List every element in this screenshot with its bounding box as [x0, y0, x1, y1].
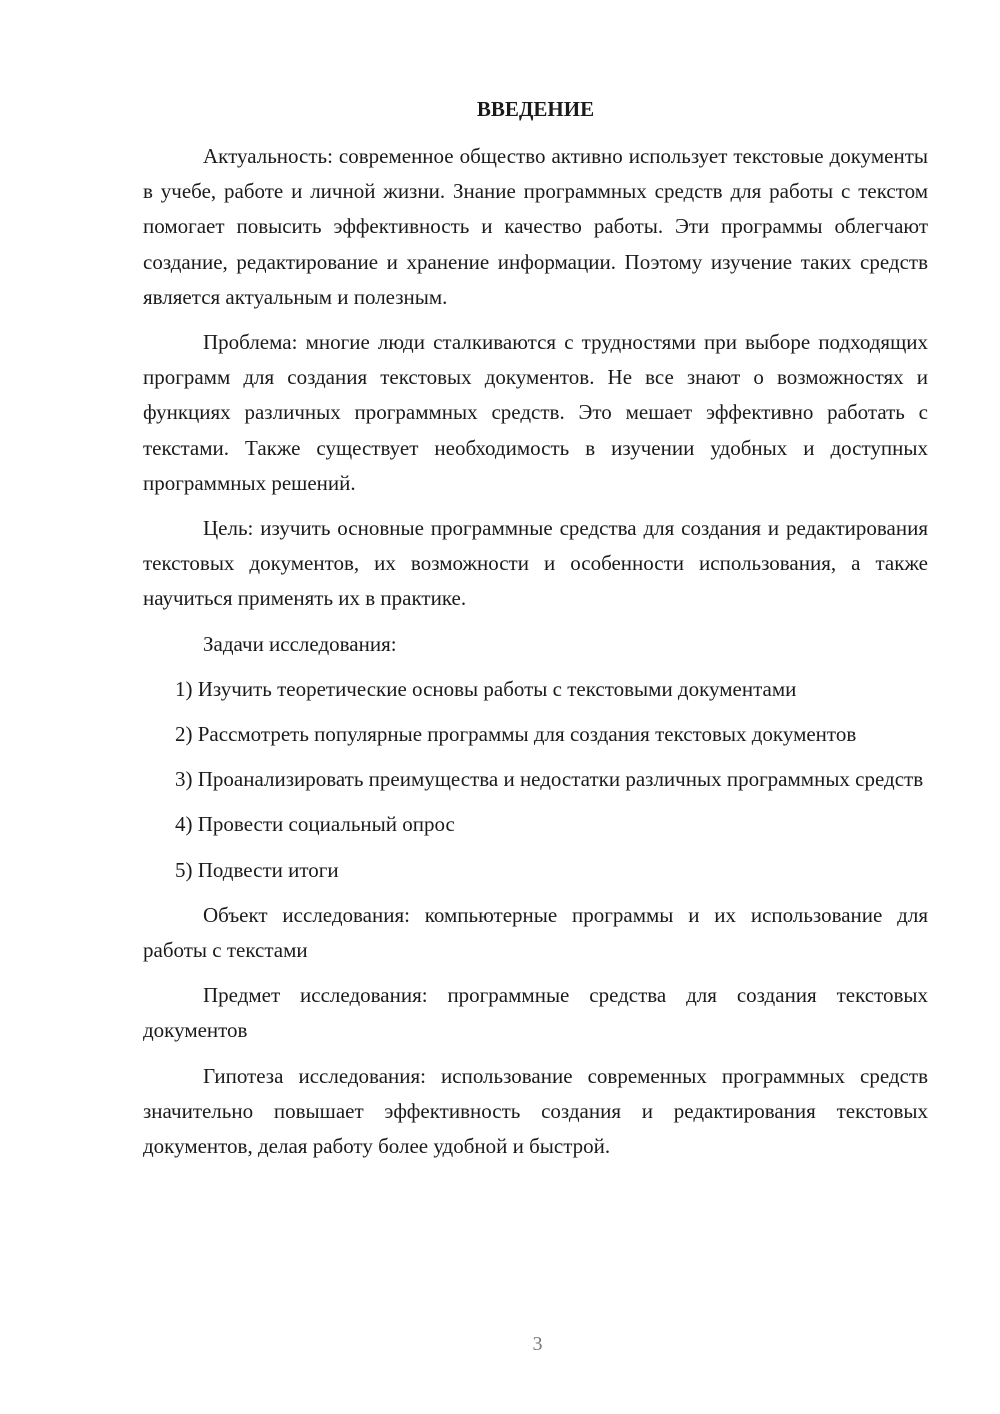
page-number: 3 [532, 1333, 543, 1355]
tasks-list [143, 672, 928, 888]
paragraph-goal: Цель: изучить основные программные средства для создания и редактирования текстовых документов, их возможности и особенности использования, а также научиться применять их в практике. [143, 516, 928, 611]
paragraph-problem: Проблема: многие люди сталкиваются с трудностями при выборе подходящих программ для создания текстовых документов. Не все знают о возможностях и функциях различных программных средств. Это мешает эффективно работать с текстами. Также существует необходимость в изучении удобных и доступных программных решений. [143, 330, 928, 495]
page-title: ВВЕДЕНИЕ [476, 97, 595, 121]
paragraph-subject: Предмет исследования: программные средства для создания текстовых документов [143, 983, 928, 1043]
list-item: 1) Изучить теоретические основы работы с текстовыми документами [175, 676, 797, 701]
list-item: 3) Проанализировать преимущества и недостатки различных программных средств [175, 767, 924, 792]
list-item: 5) Подвести итоги [175, 857, 339, 882]
paragraph-object: Объект исследования: компьютерные программы и их использование для работы с текстами [143, 902, 928, 963]
document-page [143, 92, 928, 1174]
tasks-heading: Задачи исследования: [203, 631, 397, 656]
list-item: 2) Рассмотреть популярные программы для создания текстовых документов [175, 722, 857, 747]
list-item: 4) Провести социальный опрос [175, 812, 455, 837]
paragraph-hypothesis: Гипотеза исследования: использование современных программных средств значительно повышает эффективность создания и редактирования текстовых документов, делая работу более удобной и быстрой. [143, 1063, 928, 1159]
paragraph-relevance: Актуальность: современное общество активно использует текстовые документы в учебе, работе и личной жизни. Знание программных средств для работы с текстом помогает повысить эффективность и качество работы. Эти программы облегчают создание, редактирование и хранение информации. Поэтому изучение таких средств является актуальным и полезным. [143, 144, 928, 309]
